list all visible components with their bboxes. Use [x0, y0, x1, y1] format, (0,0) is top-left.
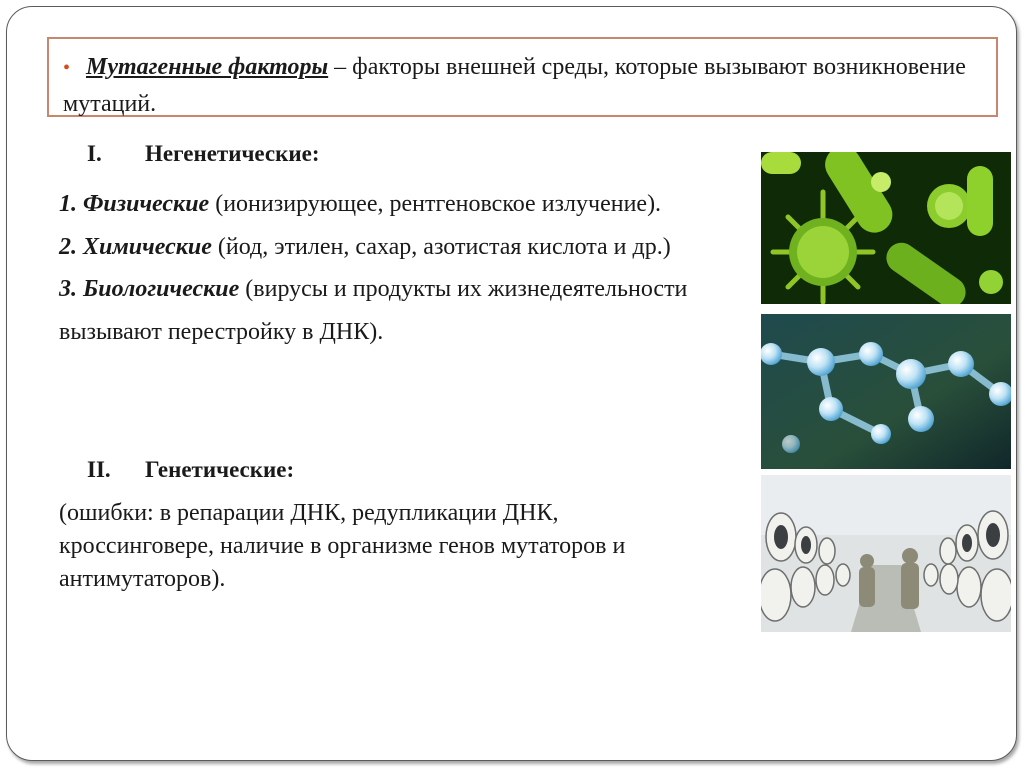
section1-title: Негенетические: [145, 141, 320, 166]
list-item [59, 183, 739, 226]
item-text: (ионизирующее, рентгеновское излучение). [209, 191, 662, 217]
item-text: (вирусы и продукты их жизнедеятельности вызывают перестройку в ДНК). [59, 276, 688, 345]
section1-heading [87, 141, 320, 167]
definition-box [47, 37, 998, 117]
section2-number: II. [87, 457, 111, 482]
molecule-structure-image [761, 314, 1011, 469]
list-item [59, 226, 739, 269]
section1-number: I. [87, 141, 102, 166]
definition-term: Мутагенные факторы [86, 54, 329, 80]
section2-title: Генетические: [145, 457, 295, 482]
bullet-icon: • [63, 57, 71, 79]
item-text: (йод, этилен, сахар, азотистая кислота и др.) [211, 233, 671, 260]
list-item [59, 268, 739, 353]
slide [6, 6, 1017, 761]
item-lead: 1. Физические [59, 191, 210, 217]
section2-text: (ошибки: в репарации ДНК, редупликации ДНК, кроссинговере, наличие в организме генов мутаторов и антимутаторов). [59, 500, 626, 592]
definition-text: – факторы внешней среды, которые вызывают возникновение мутаций. [63, 54, 966, 117]
radioactive-barrels-image [761, 475, 1011, 632]
item-lead: 3. Биологические [59, 276, 240, 302]
bacteria-virus-image [761, 152, 1011, 304]
item-lead: 2. Химические [59, 233, 212, 260]
section2-heading [87, 457, 294, 483]
factor-list [59, 183, 739, 353]
